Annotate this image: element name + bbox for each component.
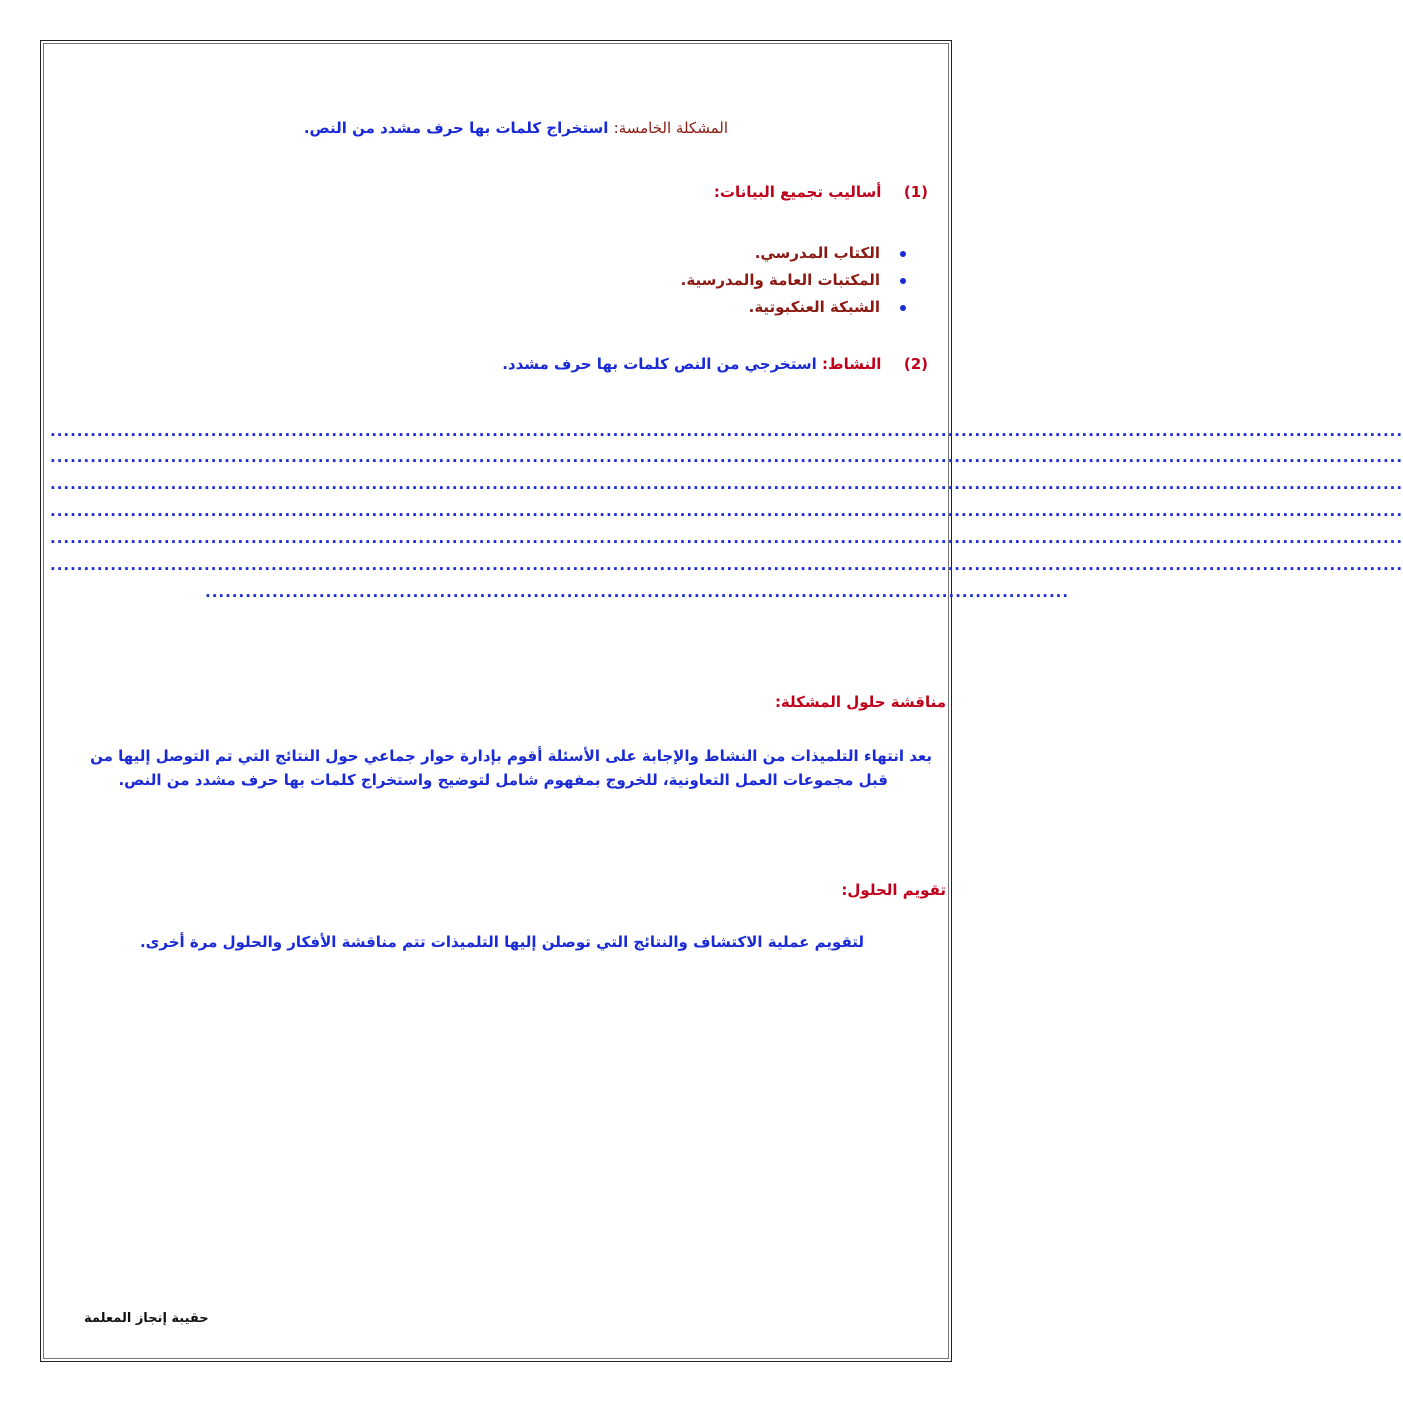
problem-text: استخراج كلمات بها حرف مشدد من النص.: [303, 119, 609, 137]
answer-line: ..........................................................................................................................................................................................................: [50, 448, 1403, 466]
answer-line: ..........................................................................................................................................................................................................: [50, 422, 1403, 440]
list-item: المكتبات العامة والمدرسية.: [681, 267, 902, 294]
section2-text: استخرجي من النص كلمات بها حرف مشدد.: [502, 355, 817, 373]
section1-title: أساليب تجميع البيانات:: [713, 183, 882, 201]
list-item: الكتاب المدرسي.: [681, 240, 902, 267]
section2-heading: [502, 354, 928, 374]
bullet-icon: [900, 251, 906, 257]
discussion-paragraph: [52, 744, 932, 792]
discussion-line-1: بعد انتهاء التلميذات من النشاط والإجابة على الأسئلة أقوم بإدارة حوار جماعي حول النتائج التي تم التوصل إليها من: [90, 747, 932, 765]
bullet-icon: [900, 278, 906, 284]
answer-line: ..........................................................................................................................................................................................................: [50, 475, 1403, 493]
list-item: الشبكة العنكبوتية.: [681, 294, 902, 321]
section2-number: (2): [903, 355, 928, 373]
evaluation-text: لتقويم عملية الاكتشاف والنتائج التي توصلن إليها التلميذات تتم مناقشة الأفكار والحلول مرة أخرى.: [139, 933, 864, 951]
data-sources-list: [681, 240, 902, 321]
footer-text: حقيبة إنجاز المعلمة: [84, 1311, 209, 1326]
section1-number: (1): [903, 183, 928, 201]
answer-line: ..........................................................................................................................................................................................................: [50, 502, 1403, 520]
discussion-line-2: قبل مجموعات العمل التعاونية، للخروج بمفهوم شامل لتوضيح واستخراج كلمات بها حرف مشدد من النص.: [118, 771, 888, 789]
section1-heading: [714, 182, 928, 202]
answer-line: ..........................................................................................................................................................................................................: [50, 556, 1403, 574]
problem-heading: [304, 118, 728, 138]
answer-line: ..........................................................................................................................................................................................................: [50, 529, 1403, 547]
bullet-icon: [900, 305, 906, 311]
answer-line-short: .................................................................................................................................: [205, 583, 1070, 601]
discussion-title: مناقشة حلول المشكلة:: [774, 693, 946, 711]
evaluation-title: تقويم الحلول:: [841, 881, 946, 899]
section2-label: النشاط:: [822, 355, 882, 373]
problem-label: المشكلة الخامسة:: [613, 119, 728, 137]
